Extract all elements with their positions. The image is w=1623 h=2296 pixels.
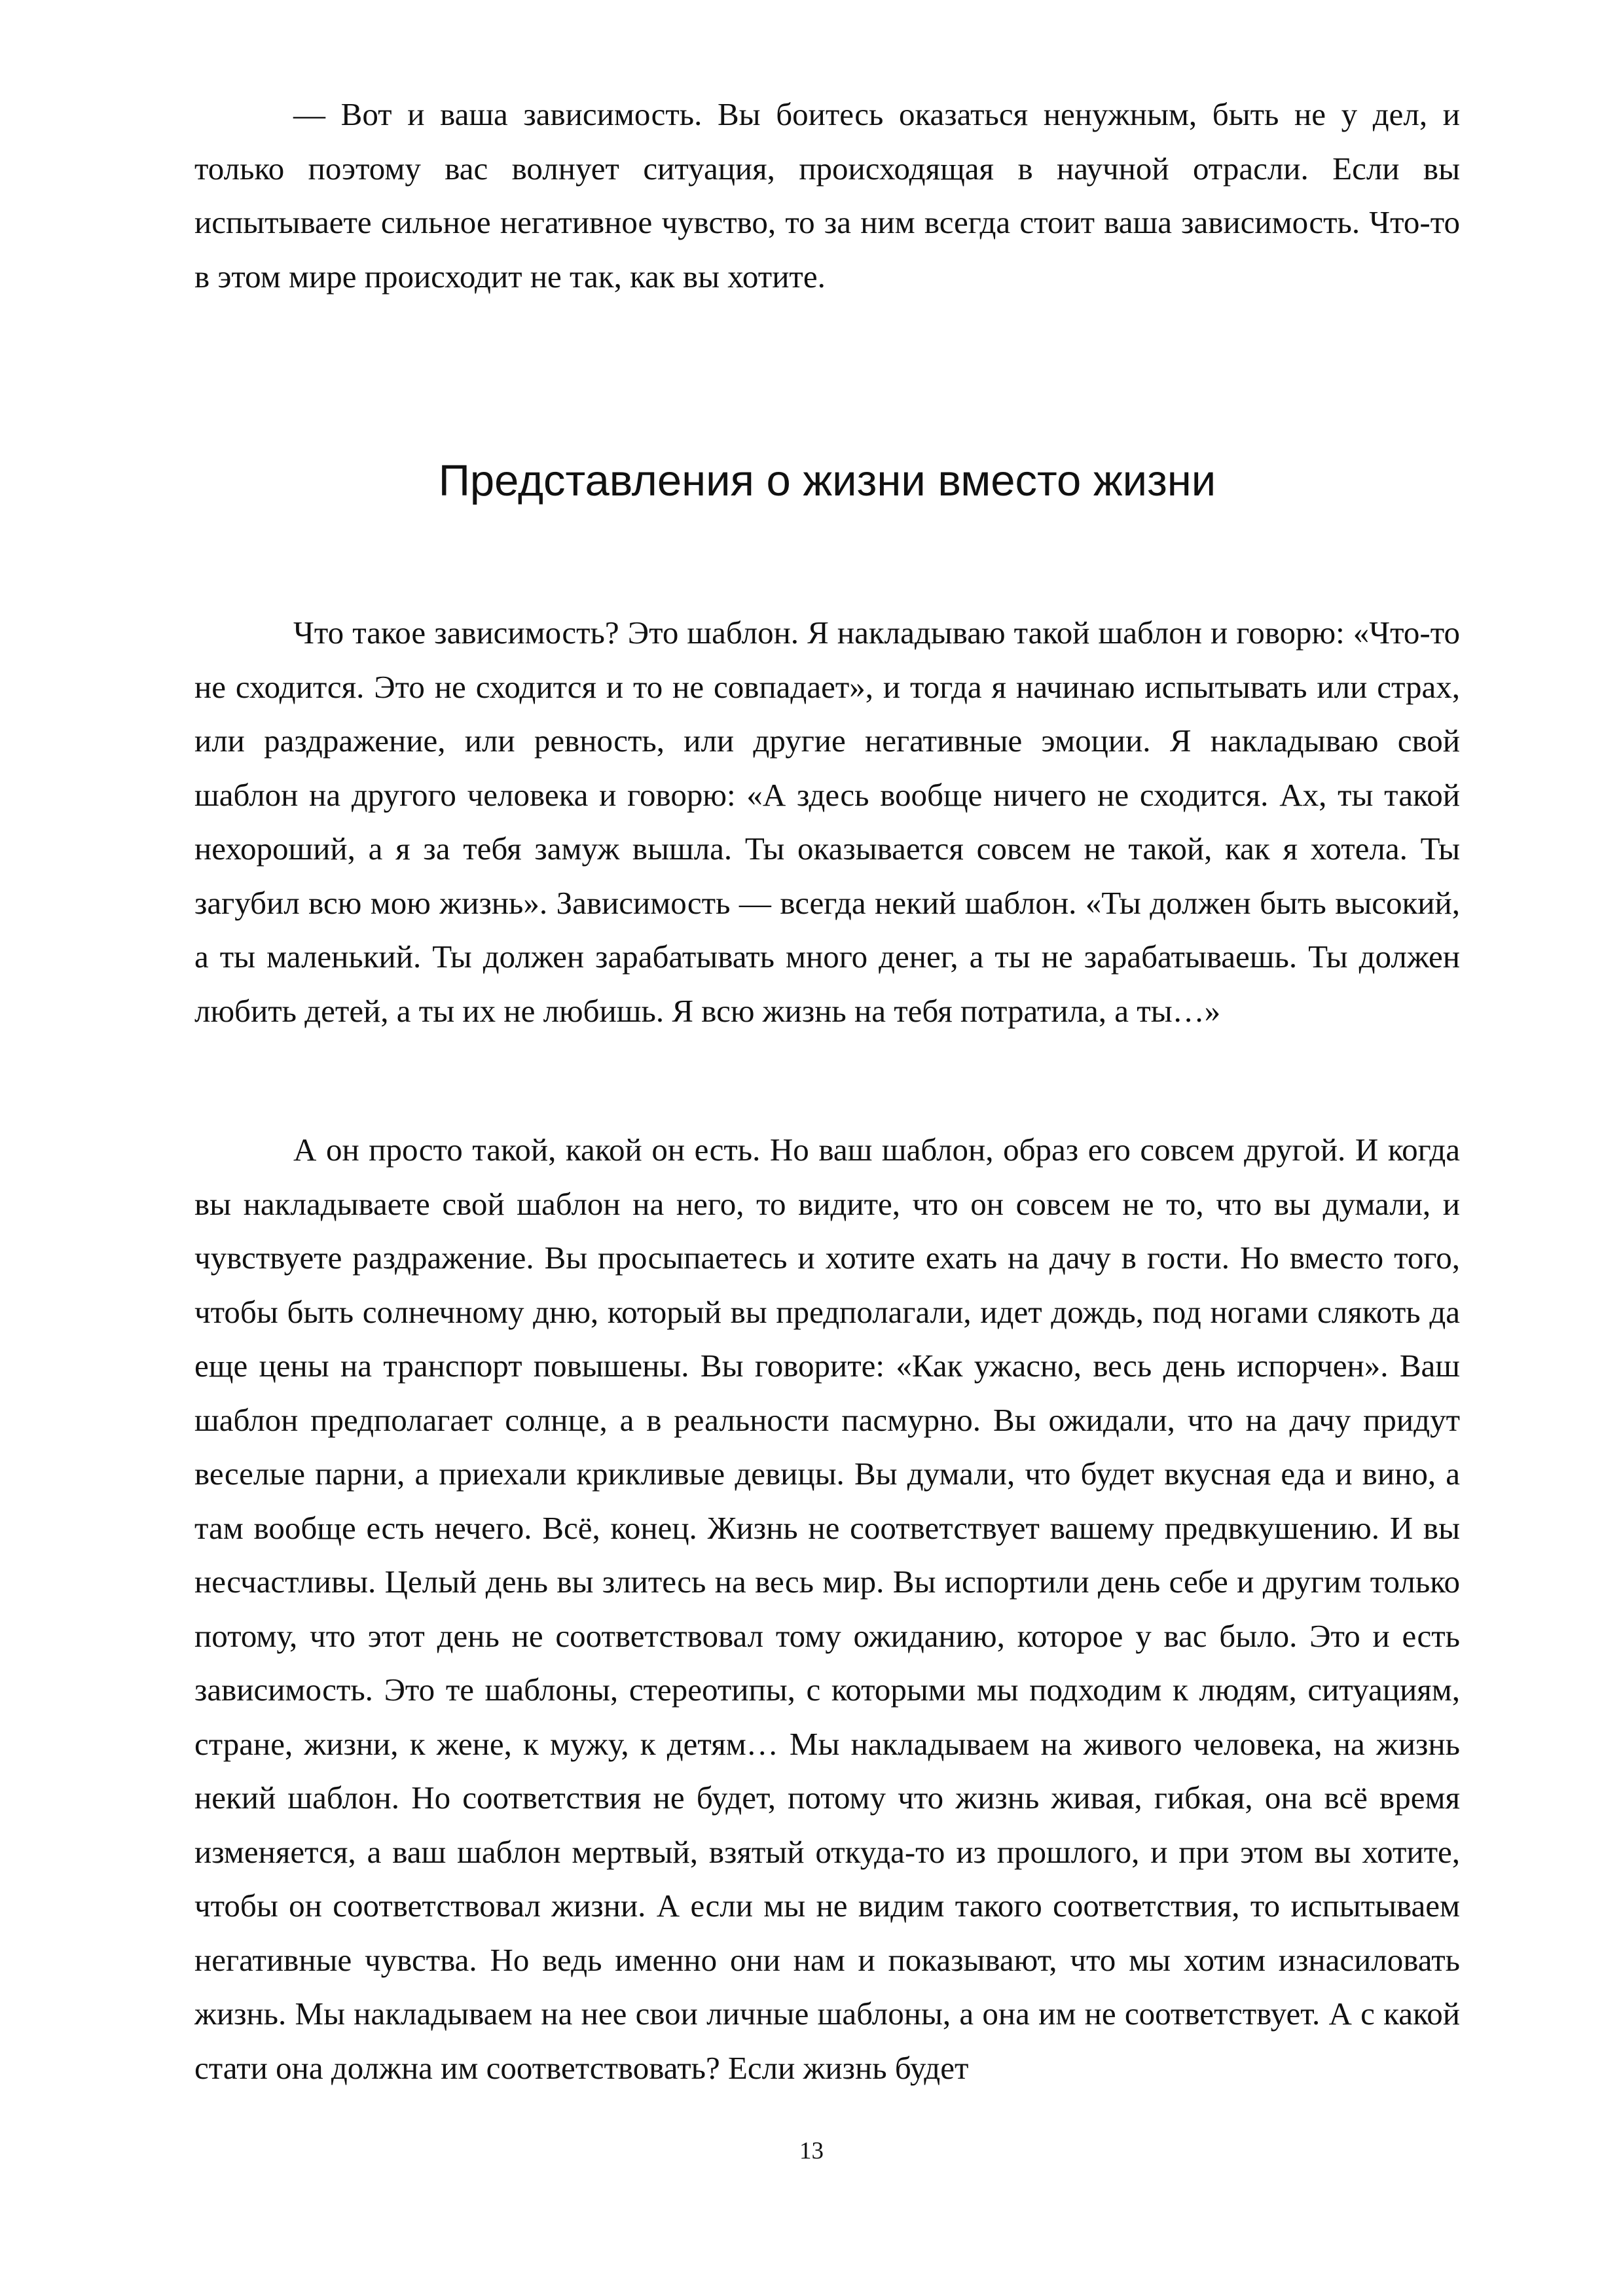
page-number: 13 (799, 2138, 824, 2164)
body-paragraph-block-2 (194, 1123, 1460, 2095)
paragraph: А он просто такой, какой он есть. Но ваш шаблон, образ его совсем другой. И когда вы накладываете свой шаблон на него, то видите, что он совсем не то, что вы думали, и чувствуете раздражение. Вы просыпаетесь и хотите ехать на дачу в гости. Но вместо того, чтобы быть солнечному дню, который вы предполагали, идет дождь, под ногами слякоть да еще цены на транспорт повышены. Вы говорите: «Как ужасно, весь день испорчен». Ваш шаблон предполагает солнце, а в реальности пасмурно. Вы ожидали, что на дачу придут веселые парни, а приехали крикливые девицы. Вы думали, что будет вкусная еда и вино, а там вообще есть нечего. Всё, конец. Жизнь не соответствует вашему предвкушению. И вы несчастливы. Целый день вы злитесь на весь мир. Вы испортили день себе и другим только потому, что этот день не соответствовал тому ожиданию, которое у вас было. Это и есть зависимость. Это те шаблоны, стереотипы, с которыми мы подходим к людям, ситуациям, стране, жизни, к жене, к мужу, к детям… Мы накладываем на живого человека, на жизнь некий шаблон. Но соответствия не будет, потому что жизнь живая, гибкая, она всё время изменяется, а ваш шаблон мертвый, взятый откуда-то из прошлого, и при этом вы хотите, чтобы он соответствовал жизни. А если мы не видим такого соответствия, то испытываем негативные чувства. Но ведь именно они нам и показывают, что мы хотим изнасиловать жизнь. Мы накладываем на нее свои личные шаблоны, а она им не соответствует. А с какой стати она должна им соответствовать? Если жизнь будет (194, 1132, 1460, 2086)
body-paragraph-block-1 (194, 606, 1460, 1038)
section-heading: Представления о жизни вместо жизни (438, 456, 1216, 505)
paragraph: Что такое зависимость? Это шаблон. Я накладываю такой шаблон и говорю: «Что-то не сходится. Это не сходится и то не совпадает», и тогда я начинаю испытывать или страх, или раздражение, или ревность, или другие негативные эмоции. Я накладываю свой шаблон на другого человека и говорю: «А здесь вообще ничего не сходится. Ах, ты такой нехороший, а я за тебя замуж вышла. Ты оказывается совсем не такой, как я хотела. Ты загубил всю мою жизнь». Зависимость — всегда некий шаблон. «Ты должен быть высокий, а ты маленький. Ты должен зарабатывать много денег, а ты не зарабатываешь. Ты должен любить детей, а ты их не любишь. Я всю жизнь на тебя потратила, а ты…» (194, 615, 1460, 1029)
intro-paragraph-block (194, 88, 1460, 304)
paragraph: — Вот и ваша зависимость. Вы боитесь оказаться ненужным, быть не у дел, и только поэтому вас волнует ситуация, происходящая в научной отрасли. Если вы испытываете сильное негативное чувство, то за ним всегда стоит ваша зависимость. Что-то в этом мире происходит не так, как вы хотите. (194, 96, 1460, 295)
